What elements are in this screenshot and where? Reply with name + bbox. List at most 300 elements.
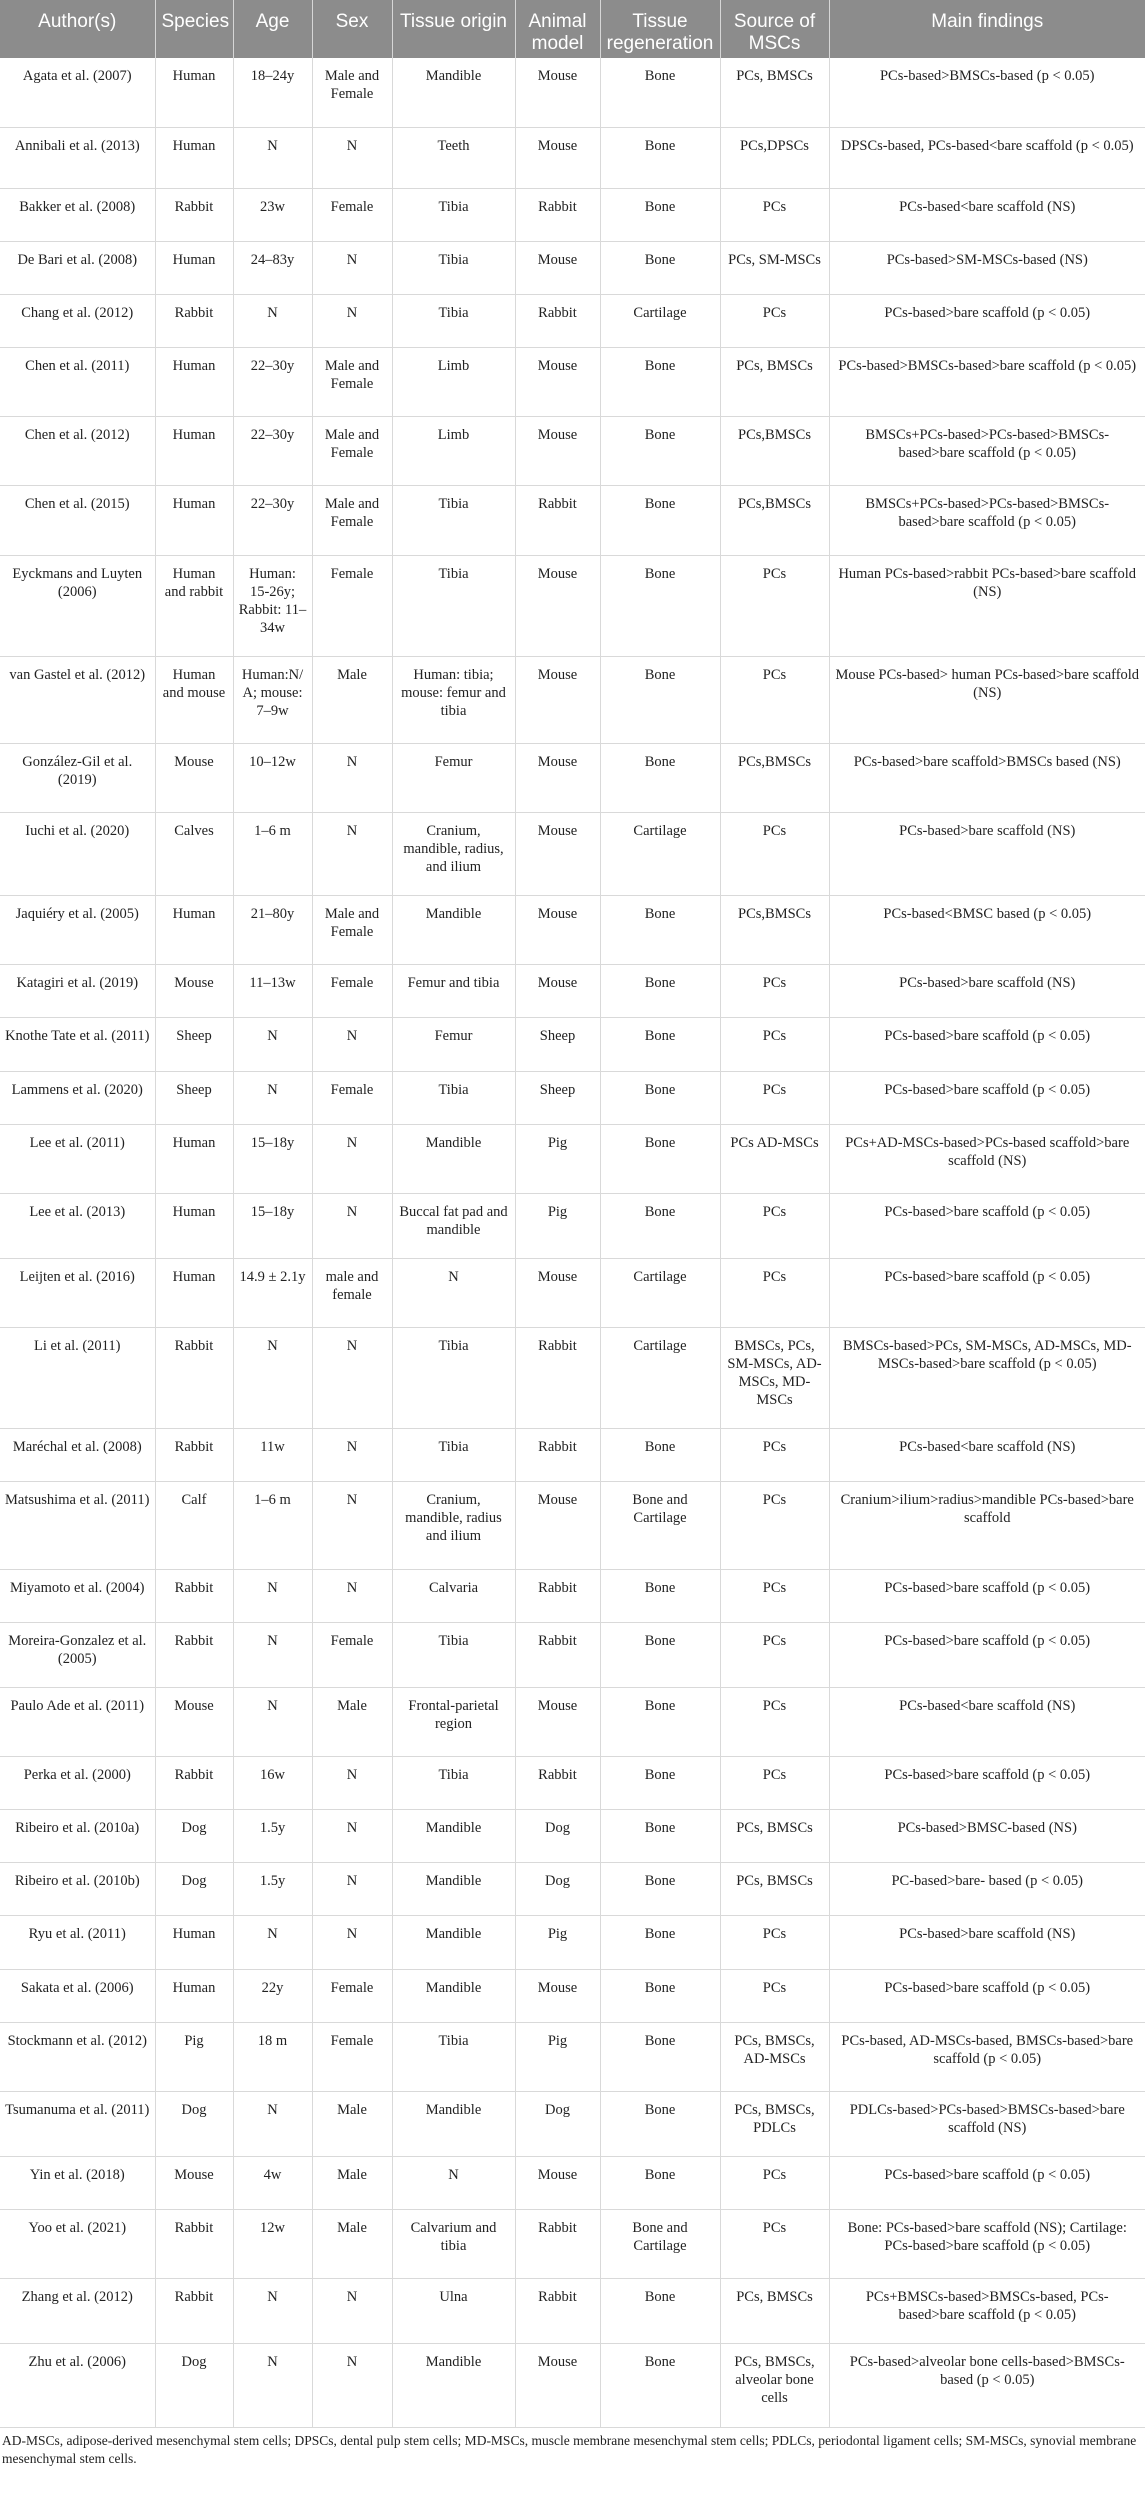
table-row (0, 813, 1145, 896)
cell-sex: Male (312, 2157, 392, 2210)
cell-author: Knothe Tate et al. (2011) (0, 1018, 155, 1071)
cell-tissue-origin: Tibia (392, 1429, 515, 1482)
cell-animal-model: Pig (515, 1124, 600, 1193)
header-age: Age (233, 0, 312, 58)
cell-main-findings: PCs-based>BMSC-based (NS) (829, 1810, 1145, 1863)
cell-species: Human and mouse (155, 656, 233, 743)
cell-main-findings: PCs-based>BMSCs-based (p < 0.05) (829, 58, 1145, 127)
cell-animal-model: Mouse (515, 555, 600, 656)
cell-animal-model: Dog (515, 1863, 600, 1916)
cell-tissue-regeneration: Bone (600, 188, 720, 241)
cell-animal-model: Mouse (515, 2157, 600, 2210)
cell-sex: N (312, 295, 392, 348)
cell-animal-model: Mouse (515, 241, 600, 294)
cell-sex: Male (312, 656, 392, 743)
cell-age: 1.5y (233, 1863, 312, 1916)
cell-sex: Female (312, 1071, 392, 1124)
table-row (0, 1193, 1145, 1258)
cell-main-findings: PCs-based, AD-MSCs-based, BMSCs-based>bare scaffold (p < 0.05) (829, 2022, 1145, 2091)
cell-sex: N (312, 1863, 392, 1916)
cell-age: 1–6 m (233, 813, 312, 896)
table-row (0, 743, 1145, 812)
table-row (0, 1018, 1145, 1071)
cell-tissue-origin: Buccal fat pad and mandible (392, 1193, 515, 1258)
cell-sex: N (312, 2279, 392, 2344)
cell-main-findings: PCs-based>bare scaffold>BMSCs based (NS) (829, 743, 1145, 812)
header-species: Species (155, 0, 233, 58)
cell-animal-model: Mouse (515, 813, 600, 896)
cell-sex: Female (312, 555, 392, 656)
cell-tissue-origin: Mandible (392, 1916, 515, 1969)
cell-animal-model: Mouse (515, 1259, 600, 1328)
cell-age: 22–30y (233, 348, 312, 417)
cell-species: Mouse (155, 1687, 233, 1756)
cell-source-of-mscs: PCs, BMSCs (720, 1863, 829, 1916)
cell-age: 18 m (233, 2022, 312, 2091)
cell-sex: N (312, 1124, 392, 1193)
cell-tissue-origin: Tibia (392, 1622, 515, 1687)
cell-source-of-mscs: PCs, SM-MSCs (720, 241, 829, 294)
cell-animal-model: Dog (515, 2091, 600, 2156)
cell-tissue-origin: Tibia (392, 295, 515, 348)
cell-author: Agata et al. (2007) (0, 58, 155, 127)
cell-species: Dog (155, 1863, 233, 1916)
cell-age: 22–30y (233, 417, 312, 486)
cell-author: De Bari et al. (2008) (0, 241, 155, 294)
cell-tissue-regeneration: Bone (600, 1810, 720, 1863)
cell-author: Eyckmans and Luyten (2006) (0, 555, 155, 656)
cell-author: Moreira-Gonzalez et al. (2005) (0, 1622, 155, 1687)
table-footnote: AD-MSCs, adipose-derived mesenchymal stem cells; DPSCs, dental pulp stem cells; MD-MSCs, muscle membrane mesenchymal stem cells; PDLCs, periodontal ligament cells; SM-MSCs, synovial membrane mesenchymal stem cells. (2, 2433, 1137, 2466)
cell-main-findings: PCs-based>SM-MSCs-based (NS) (829, 241, 1145, 294)
cell-species: Rabbit (155, 1328, 233, 1429)
cell-tissue-origin: Limb (392, 417, 515, 486)
cell-source-of-mscs: PCs (720, 1687, 829, 1756)
cell-species: Human and rabbit (155, 555, 233, 656)
cell-tissue-regeneration: Bone (600, 1863, 720, 1916)
cell-age: 1–6 m (233, 1482, 312, 1569)
cell-main-findings: PCs-based>bare scaffold (p < 0.05) (829, 295, 1145, 348)
header-tissue-regeneration: Tissue regeneration (600, 0, 720, 58)
cell-author: Li et al. (2011) (0, 1328, 155, 1429)
cell-age: N (233, 2344, 312, 2427)
cell-author: Paulo Ade et al. (2011) (0, 1687, 155, 1756)
cell-tissue-origin: Tibia (392, 2022, 515, 2091)
cell-species: Rabbit (155, 1757, 233, 1810)
cell-animal-model: Mouse (515, 417, 600, 486)
cell-sex: N (312, 1018, 392, 1071)
cell-tissue-origin: Femur (392, 1018, 515, 1071)
cell-species: Dog (155, 1810, 233, 1863)
cell-sex: Female (312, 2022, 392, 2091)
cell-author: Miyamoto et al. (2004) (0, 1569, 155, 1622)
cell-main-findings: Bone: PCs-based>bare scaffold (NS); Cartilage: PCs-based>bare scaffold (p < 0.05) (829, 2210, 1145, 2279)
table-row (0, 896, 1145, 965)
cell-tissue-regeneration: Bone (600, 1569, 720, 1622)
cell-main-findings: PCs-based>alveolar bone cells-based>BMSCs-based (p < 0.05) (829, 2344, 1145, 2427)
cell-main-findings: PCs-based>bare scaffold (NS) (829, 813, 1145, 896)
cell-animal-model: Rabbit (515, 1328, 600, 1429)
cell-age: 22–30y (233, 486, 312, 555)
header-animal-model: Animal model (515, 0, 600, 58)
cell-species: Dog (155, 2344, 233, 2427)
table-row (0, 1863, 1145, 1916)
cell-animal-model: Mouse (515, 58, 600, 127)
cell-author: Chen et al. (2012) (0, 417, 155, 486)
cell-species: Human (155, 1969, 233, 2022)
cell-author: Ribeiro et al. (2010a) (0, 1810, 155, 1863)
cell-animal-model: Mouse (515, 348, 600, 417)
cell-tissue-origin: N (392, 1259, 515, 1328)
cell-author: Iuchi et al. (2020) (0, 813, 155, 896)
cell-age: 15–18y (233, 1124, 312, 1193)
cell-tissue-regeneration: Cartilage (600, 1259, 720, 1328)
cell-species: Mouse (155, 965, 233, 1018)
cell-species: Rabbit (155, 188, 233, 241)
cell-animal-model: Sheep (515, 1018, 600, 1071)
cell-age: 1.5y (233, 1810, 312, 1863)
cell-tissue-regeneration: Bone (600, 896, 720, 965)
cell-sex: N (312, 127, 392, 188)
cell-species: Human (155, 1916, 233, 1969)
cell-animal-model: Rabbit (515, 2279, 600, 2344)
cell-age: N (233, 2279, 312, 2344)
cell-species: Rabbit (155, 2210, 233, 2279)
cell-species: Human (155, 58, 233, 127)
cell-sex: N (312, 1757, 392, 1810)
cell-source-of-mscs: PCs (720, 1622, 829, 1687)
cell-sex: N (312, 1916, 392, 1969)
cell-sex: N (312, 743, 392, 812)
cell-source-of-mscs: PCs, BMSCs (720, 2279, 829, 2344)
cell-main-findings: PCs-based>bare scaffold (p < 0.05) (829, 1193, 1145, 1258)
cell-main-findings: PCs-based>BMSCs-based>bare scaffold (p < 0.05) (829, 348, 1145, 417)
table-row (0, 1687, 1145, 1756)
cell-author: Ryu et al. (2011) (0, 1916, 155, 1969)
cell-source-of-mscs: PCs (720, 1071, 829, 1124)
header-sex: Sex (312, 0, 392, 58)
table-row (0, 1757, 1145, 1810)
cell-species: Dog (155, 2091, 233, 2156)
cell-sex: N (312, 1193, 392, 1258)
cell-animal-model: Mouse (515, 1969, 600, 2022)
table-row (0, 2022, 1145, 2091)
cell-tissue-origin: Mandible (392, 2344, 515, 2427)
cell-species: Mouse (155, 2157, 233, 2210)
table-row (0, 1916, 1145, 1969)
table-row (0, 1810, 1145, 1863)
cell-sex: male and female (312, 1259, 392, 1328)
cell-tissue-origin: Tibia (392, 1757, 515, 1810)
cell-age: 11w (233, 1429, 312, 1482)
cell-animal-model: Pig (515, 1916, 600, 1969)
cell-source-of-mscs: PCs (720, 1429, 829, 1482)
cell-main-findings: PCs-based>bare scaffold (p < 0.05) (829, 1757, 1145, 1810)
cell-main-findings: DPSCs-based, PCs-based<bare scaffold (p < 0.05) (829, 127, 1145, 188)
cell-animal-model: Mouse (515, 965, 600, 1018)
cell-main-findings: PCs-based<bare scaffold (NS) (829, 1687, 1145, 1756)
cell-main-findings: Human PCs-based>rabbit PCs-based>bare scaffold (NS) (829, 555, 1145, 656)
table-row (0, 295, 1145, 348)
cell-tissue-regeneration: Bone (600, 1018, 720, 1071)
cell-species: Rabbit (155, 2279, 233, 2344)
cell-age: N (233, 295, 312, 348)
cell-main-findings: BMSCs+PCs-based>PCs-based>BMSCs-based>bare scaffold (p < 0.05) (829, 417, 1145, 486)
table-row (0, 1124, 1145, 1193)
cell-tissue-origin: Femur and tibia (392, 965, 515, 1018)
cell-animal-model: Rabbit (515, 1622, 600, 1687)
cell-age: N (233, 2091, 312, 2156)
cell-tissue-regeneration: Bone (600, 2157, 720, 2210)
table-row (0, 348, 1145, 417)
cell-source-of-mscs: PCs,BMSCs (720, 896, 829, 965)
cell-tissue-regeneration: Bone (600, 127, 720, 188)
cell-species: Mouse (155, 743, 233, 812)
cell-sex: Female (312, 188, 392, 241)
table-row (0, 1429, 1145, 1482)
cell-author: Jaquiéry et al. (2005) (0, 896, 155, 965)
cell-sex: Male (312, 2091, 392, 2156)
cell-source-of-mscs: PCs (720, 1969, 829, 2022)
cell-author: Chen et al. (2015) (0, 486, 155, 555)
cell-age: N (233, 1071, 312, 1124)
cell-age: 11–13w (233, 965, 312, 1018)
table-header-row (0, 0, 1145, 58)
cell-species: Rabbit (155, 1429, 233, 1482)
table-row (0, 1622, 1145, 1687)
cell-source-of-mscs: PCs (720, 188, 829, 241)
cell-species: Human (155, 896, 233, 965)
cell-age: N (233, 1569, 312, 1622)
cell-tissue-regeneration: Bone and Cartilage (600, 1482, 720, 1569)
header-author: Author(s) (0, 0, 155, 58)
table-row (0, 127, 1145, 188)
cell-author: Matsushima et al. (2011) (0, 1482, 155, 1569)
cell-source-of-mscs: PCs, BMSCs (720, 1810, 829, 1863)
cell-sex: N (312, 1328, 392, 1429)
table-row (0, 2344, 1145, 2427)
cell-tissue-regeneration: Bone (600, 1969, 720, 2022)
cell-species: Rabbit (155, 1569, 233, 1622)
cell-author: Lee et al. (2013) (0, 1193, 155, 1258)
cell-sex: N (312, 2344, 392, 2427)
cell-main-findings: PCs-based>bare scaffold (p < 0.05) (829, 1622, 1145, 1687)
cell-author: Chen et al. (2011) (0, 348, 155, 417)
cell-sex: Female (312, 965, 392, 1018)
cell-source-of-mscs: BMSCs, PCs, SM-MSCs, AD-MSCs, MD-MSCs (720, 1328, 829, 1429)
cell-tissue-origin: Cranium, mandible, radius, and ilium (392, 813, 515, 896)
cell-source-of-mscs: PCs,BMSCs (720, 486, 829, 555)
cell-main-findings: PCs-based>bare scaffold (NS) (829, 1916, 1145, 1969)
cell-source-of-mscs: PCs (720, 1757, 829, 1810)
cell-tissue-origin: Human: tibia; mouse: femur and tibia (392, 656, 515, 743)
cell-tissue-regeneration: Bone (600, 417, 720, 486)
cell-tissue-origin: Calvaria (392, 1569, 515, 1622)
cell-tissue-origin: Tibia (392, 241, 515, 294)
cell-tissue-origin: Mandible (392, 1863, 515, 1916)
cell-tissue-regeneration: Bone (600, 2344, 720, 2427)
cell-tissue-origin: Mandible (392, 1969, 515, 2022)
cell-sex: Male (312, 2210, 392, 2279)
cell-animal-model: Dog (515, 1810, 600, 1863)
cell-source-of-mscs: PCs,BMSCs (720, 743, 829, 812)
cell-species: Rabbit (155, 1622, 233, 1687)
cell-tissue-origin: Tibia (392, 555, 515, 656)
cell-author: Chang et al. (2012) (0, 295, 155, 348)
cell-tissue-regeneration: Bone (600, 486, 720, 555)
cell-source-of-mscs: PCs (720, 965, 829, 1018)
cell-main-findings: Cranium>ilium>radius>mandible PCs-based>bare scaffold (829, 1482, 1145, 1569)
cell-author: González-Gil et al. (2019) (0, 743, 155, 812)
cell-tissue-origin: Tibia (392, 486, 515, 555)
table-row (0, 2091, 1145, 2156)
cell-main-findings: PCs-based>bare scaffold (p < 0.05) (829, 1018, 1145, 1071)
cell-species: Sheep (155, 1018, 233, 1071)
cell-tissue-regeneration: Bone (600, 241, 720, 294)
cell-tissue-regeneration: Bone (600, 965, 720, 1018)
cell-source-of-mscs: PCs (720, 1569, 829, 1622)
cell-tissue-regeneration: Bone (600, 555, 720, 656)
table-row (0, 241, 1145, 294)
cell-author: Yin et al. (2018) (0, 2157, 155, 2210)
table-row (0, 58, 1145, 127)
cell-tissue-regeneration: Bone (600, 58, 720, 127)
cell-author: Zhu et al. (2006) (0, 2344, 155, 2427)
table-row (0, 2210, 1145, 2279)
cell-main-findings: PCs-based>bare scaffold (p < 0.05) (829, 1071, 1145, 1124)
cell-main-findings: PCs+AD-MSCs-based>PCs-based scaffold>bare scaffold (NS) (829, 1124, 1145, 1193)
cell-tissue-regeneration: Bone (600, 1429, 720, 1482)
cell-tissue-regeneration: Bone (600, 1193, 720, 1258)
cell-age: N (233, 1687, 312, 1756)
cell-species: Human (155, 127, 233, 188)
cell-source-of-mscs: PCs (720, 1482, 829, 1569)
cell-tissue-regeneration: Bone (600, 2091, 720, 2156)
cell-age: N (233, 127, 312, 188)
header-tissue-origin: Tissue origin (392, 0, 515, 58)
cell-main-findings: BMSCs-based>PCs, SM-MSCs, AD-MSCs, MD-MSCs-based>bare scaffold (p < 0.05) (829, 1328, 1145, 1429)
header-main-findings: Main findings (829, 0, 1145, 58)
cell-species: Pig (155, 2022, 233, 2091)
cell-animal-model: Sheep (515, 1071, 600, 1124)
cell-main-findings: PC-based>bare- based (p < 0.05) (829, 1863, 1145, 1916)
cell-tissue-regeneration: Cartilage (600, 1328, 720, 1429)
table-row (0, 1259, 1145, 1328)
cell-tissue-origin: Limb (392, 348, 515, 417)
cell-sex: Male and Female (312, 896, 392, 965)
cell-source-of-mscs: PCs (720, 1916, 829, 1969)
cell-age: 10–12w (233, 743, 312, 812)
cell-tissue-origin: Mandible (392, 1124, 515, 1193)
cell-tissue-origin: Mandible (392, 2091, 515, 2156)
cell-author: Leijten et al. (2016) (0, 1259, 155, 1328)
header-source-of-mscs: Source of MSCs (720, 0, 829, 58)
cell-author: Katagiri et al. (2019) (0, 965, 155, 1018)
cell-author: Lee et al. (2011) (0, 1124, 155, 1193)
cell-main-findings: PCs-based>bare scaffold (p < 0.05) (829, 1259, 1145, 1328)
table-row (0, 1969, 1145, 2022)
table-row (0, 965, 1145, 1018)
cell-source-of-mscs: PCs AD-MSCs (720, 1124, 829, 1193)
cell-sex: N (312, 1810, 392, 1863)
table-row (0, 2157, 1145, 2210)
table-row (0, 2279, 1145, 2344)
cell-age: 21–80y (233, 896, 312, 965)
cell-author: Sakata et al. (2006) (0, 1969, 155, 2022)
cell-animal-model: Rabbit (515, 295, 600, 348)
cell-tissue-regeneration: Bone (600, 2279, 720, 2344)
cell-source-of-mscs: PCs,BMSCs (720, 417, 829, 486)
cell-source-of-mscs: PCs, BMSCs (720, 348, 829, 417)
cell-main-findings: PCs-based>bare scaffold (p < 0.05) (829, 2157, 1145, 2210)
cell-tissue-origin: Teeth (392, 127, 515, 188)
table-row (0, 1482, 1145, 1569)
cell-sex: Male and Female (312, 58, 392, 127)
cell-age: 4w (233, 2157, 312, 2210)
cell-age: 15–18y (233, 1193, 312, 1258)
cell-tissue-origin: Mandible (392, 1810, 515, 1863)
cell-source-of-mscs: PCs (720, 2210, 829, 2279)
cell-age: 14.9 ± 2.1y (233, 1259, 312, 1328)
cell-source-of-mscs: PCs, BMSCs, alveolar bone cells (720, 2344, 829, 2427)
cell-sex: N (312, 1569, 392, 1622)
cell-animal-model: Mouse (515, 743, 600, 812)
cell-tissue-regeneration: Bone (600, 2022, 720, 2091)
cell-animal-model: Mouse (515, 1687, 600, 1756)
cell-tissue-origin: Mandible (392, 58, 515, 127)
cell-source-of-mscs: PCs (720, 2157, 829, 2210)
cell-animal-model: Rabbit (515, 1757, 600, 1810)
cell-animal-model: Rabbit (515, 2210, 600, 2279)
cell-sex: N (312, 813, 392, 896)
cell-author: Bakker et al. (2008) (0, 188, 155, 241)
table-row (0, 417, 1145, 486)
cell-sex: N (312, 1482, 392, 1569)
cell-tissue-origin: Femur (392, 743, 515, 812)
cell-source-of-mscs: PCs (720, 555, 829, 656)
cell-species: Rabbit (155, 295, 233, 348)
cell-sex: Male and Female (312, 486, 392, 555)
cell-sex: Female (312, 1969, 392, 2022)
cell-tissue-origin: Tibia (392, 188, 515, 241)
cell-main-findings: BMSCs+PCs-based>PCs-based>BMSCs-based>bare scaffold (p < 0.05) (829, 486, 1145, 555)
cell-age: N (233, 1328, 312, 1429)
cell-age: 23w (233, 188, 312, 241)
cell-age: 18–24y (233, 58, 312, 127)
cell-sex: Male (312, 1687, 392, 1756)
cell-age: 16w (233, 1757, 312, 1810)
cell-main-findings: PCs-based<BMSC based (p < 0.05) (829, 896, 1145, 965)
cell-animal-model: Rabbit (515, 188, 600, 241)
cell-tissue-regeneration: Cartilage (600, 295, 720, 348)
cell-source-of-mscs: PCs, BMSCs, AD-MSCs (720, 2022, 829, 2091)
cell-tissue-regeneration: Bone (600, 1916, 720, 1969)
cell-species: Human (155, 241, 233, 294)
cell-tissue-origin: Mandible (392, 896, 515, 965)
table-row (0, 656, 1145, 743)
cell-tissue-regeneration: Bone (600, 1687, 720, 1756)
cell-tissue-regeneration: Bone (600, 1757, 720, 1810)
cell-author: Lammens et al. (2020) (0, 1071, 155, 1124)
cell-main-findings: PCs-based>bare scaffold (p < 0.05) (829, 1969, 1145, 2022)
cell-animal-model: Rabbit (515, 1429, 600, 1482)
cell-tissue-regeneration: Bone and Cartilage (600, 2210, 720, 2279)
cell-tissue-regeneration: Bone (600, 743, 720, 812)
table-row (0, 188, 1145, 241)
cell-species: Human (155, 1193, 233, 1258)
cell-sex: N (312, 1429, 392, 1482)
table-row (0, 1328, 1145, 1429)
